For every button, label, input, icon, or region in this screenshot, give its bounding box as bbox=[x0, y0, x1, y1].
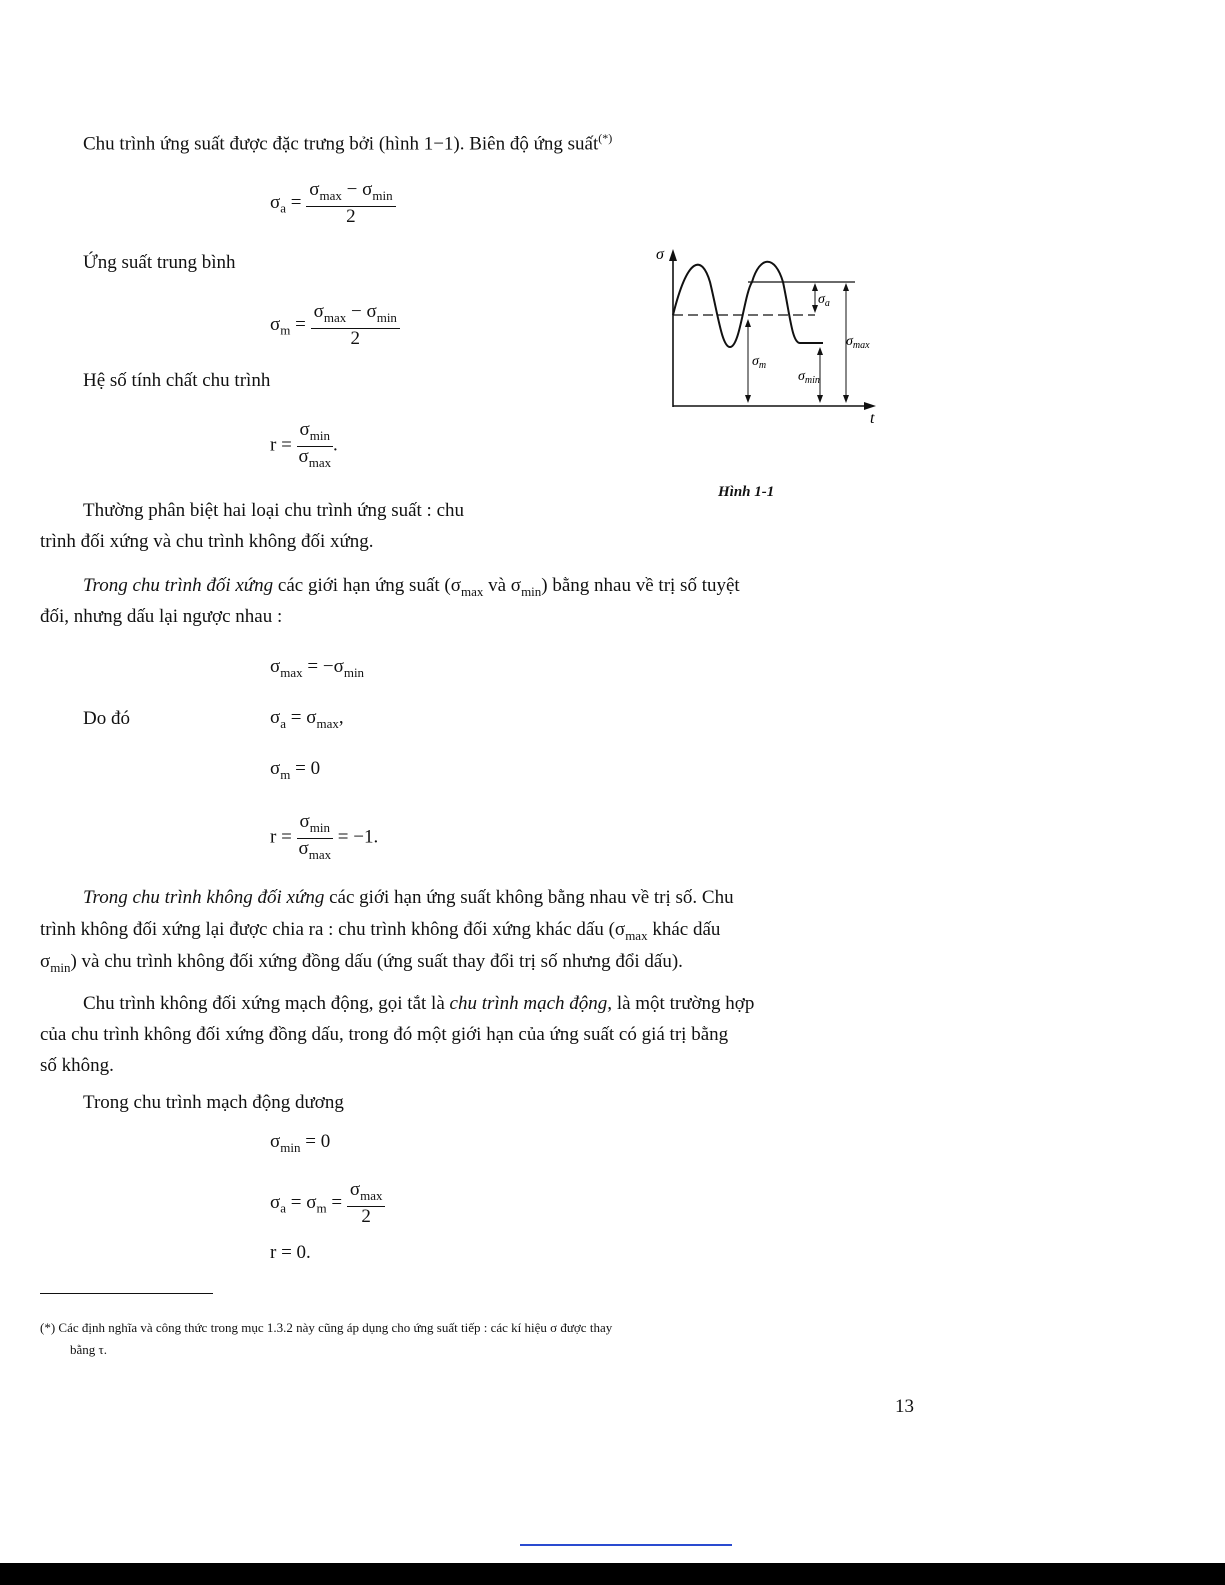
label-sigma-max: $\sigma_{max}$ bbox=[846, 334, 870, 351]
arrow-head bbox=[745, 319, 751, 327]
equation-pos-2: $\sigma_a = \sigma_m$ = $\frac{\sigma_{max}}{2}$ bbox=[270, 1180, 385, 1227]
arrow-head bbox=[812, 283, 818, 291]
link-underline bbox=[520, 1544, 732, 1546]
arrow-head bbox=[843, 395, 849, 403]
label-sigma-min: $\sigma_{min}$ bbox=[798, 369, 820, 386]
do-do-label: Do đó bbox=[83, 708, 130, 729]
figure-caption: Hình 1-1 bbox=[718, 484, 775, 500]
footnote-line1: (*) Các định nghĩa và công thức trong mục 1.3.2 này cũng áp dụng cho ứng suất tiếp : các kí hiệu σ được thay bbox=[40, 1320, 613, 1335]
arrow-head bbox=[745, 395, 751, 403]
ratio-label: Hệ số tính chất chu trình bbox=[83, 370, 271, 391]
para-types-line1: Thường phân biệt hai loại chu trình ứng suất : chu bbox=[83, 500, 465, 521]
arrow-head bbox=[843, 283, 849, 291]
y-axis-arrow bbox=[669, 249, 677, 261]
equation-sym-3: $\sigma_m = 0$ bbox=[270, 758, 321, 782]
label-sigma-a: $\sigma_a$ bbox=[818, 292, 830, 309]
equation-pos-1: $\sigma_{min} = 0$ bbox=[270, 1131, 331, 1155]
para-symmetric-line2: đối, nhưng dấu lại ngược nhau : bbox=[40, 606, 283, 627]
axis-t-label: t bbox=[870, 410, 875, 427]
footnote-rule bbox=[40, 1293, 213, 1294]
equation-ratio: r = $\frac{\sigma_{min}}{\sigma_{max}}$ . bbox=[270, 420, 338, 473]
equation-amplitude: $\sigma_a$ = $\frac{\sigma_{max} - \sigma_{min}}{2}$ bbox=[270, 180, 396, 227]
t-axis-arrow bbox=[864, 402, 876, 410]
fraction: $\frac{\sigma_{max} - \sigma_{min}}{2}$ bbox=[311, 302, 400, 349]
footnote-line2: bằng τ. bbox=[70, 1342, 107, 1357]
fraction: $\frac{\sigma_{max}}{2}$ bbox=[347, 1180, 386, 1227]
equation-sym-4: r = $\frac{\sigma_{min}}{\sigma_{max}}$ = −1. bbox=[270, 812, 378, 865]
bottom-bar bbox=[0, 1563, 1225, 1585]
para-asym-line2: trình không đối xứng lại được chia ra : chu trình không đối xứng khác dấu ($\sigma_{max}$ khác dấu bbox=[40, 919, 721, 943]
para-types-line2: trình đối xứng và chu trình không đối xứng. bbox=[40, 531, 374, 552]
intro-line: Chu trình ứng suất được đặc trưng bởi (hình 1−1). Biên độ ứng suất(*) bbox=[83, 131, 613, 155]
para-symmetric-line1: Trong chu trình đối xứng các giới hạn ứng suất ($\sigma_{max}$ và $\sigma_{min}$) bằng nhau về trị số tuyệt bbox=[83, 575, 740, 599]
equation-sym-1: $\sigma_{max} = -\sigma_{min}$ bbox=[270, 656, 365, 680]
para-pulsating-line3: số không. bbox=[40, 1055, 114, 1076]
positive-label: Trong chu trình mạch động dương bbox=[83, 1092, 344, 1113]
arrow-head bbox=[817, 395, 823, 403]
arrow-head bbox=[817, 347, 823, 355]
para-pulsating-line1: Chu trình không đối xứng mạch động, gọi tắt là chu trình mạch động, là một trường hợp bbox=[83, 993, 755, 1014]
equation-mean: $\sigma_m$ = $\frac{\sigma_{max} - \sigma_{min}}{2}$ bbox=[270, 302, 400, 349]
fraction: $\frac{\sigma_{min}}{\sigma_{max}}$ bbox=[298, 419, 332, 470]
para-asym-line1: Trong chu trình không đối xứng các giới hạn ứng suất không bằng nhau về trị số. Chu bbox=[83, 887, 734, 908]
page-number: 13 bbox=[895, 1396, 914, 1417]
footnote-mark: (*) bbox=[598, 131, 613, 145]
stress-cycle-figure bbox=[640, 235, 910, 435]
fraction: $\frac{\sigma_{max} - \sigma_{min}}{2}$ bbox=[306, 180, 395, 227]
para-asym-line3: $\sigma_{min}$) và chu trình không đối xứng đồng dấu (ứng suất thay đổi trị số nhưng đổi dấu). bbox=[40, 951, 683, 975]
equation-sym-2: $\sigma_a = \sigma_{max}$, bbox=[270, 707, 344, 731]
para-pulsating-line2: của chu trình không đối xứng đồng dấu, trong đó một giới hạn của ứng suất có giá trị bằng bbox=[40, 1024, 729, 1045]
equation-pos-3: r = 0. bbox=[270, 1242, 311, 1263]
fraction: $\frac{\sigma_{min}}{\sigma_{max}}$ bbox=[298, 811, 332, 862]
label-sigma-m: $\sigma_m$ bbox=[752, 354, 767, 371]
mean-label: Ứng suất trung bình bbox=[83, 252, 236, 273]
axis-y-label: σ bbox=[656, 246, 664, 263]
